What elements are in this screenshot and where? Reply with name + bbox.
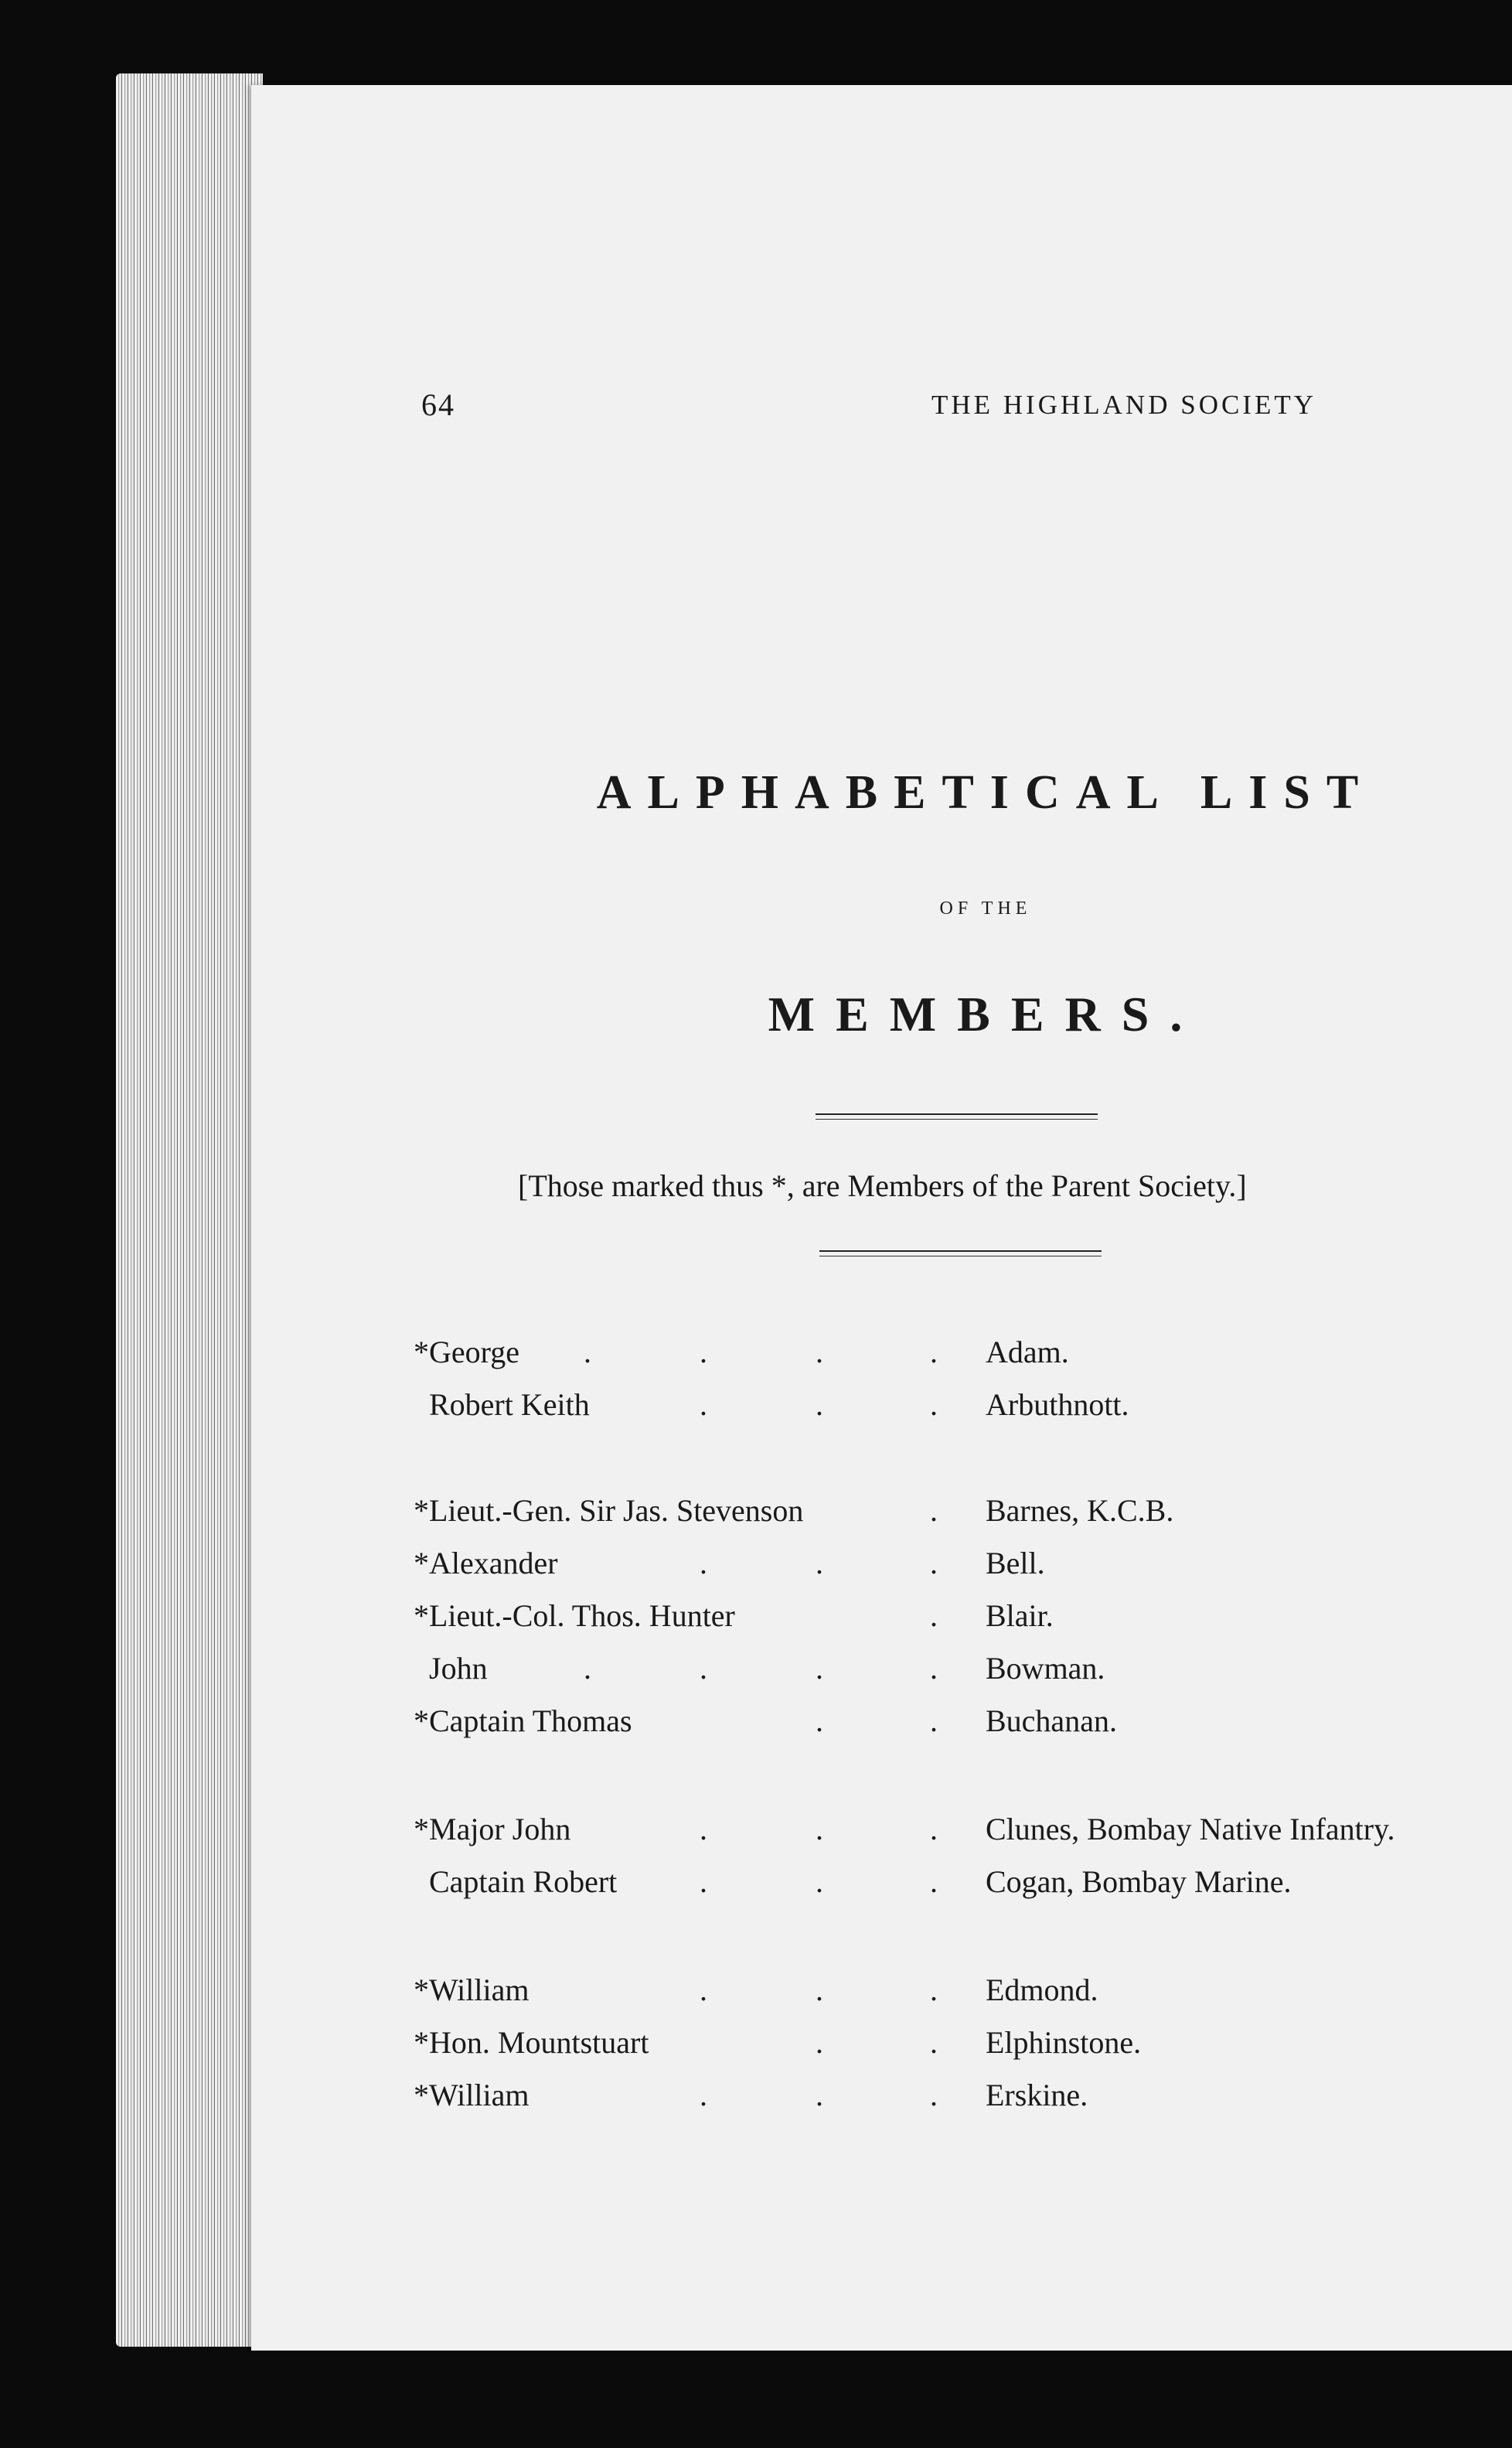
member-entry bbox=[414, 1545, 1496, 1591]
member-entry bbox=[414, 1650, 1496, 1696]
member-entry bbox=[414, 1334, 1496, 1380]
member-surname: Arbuthnott. bbox=[986, 1387, 1129, 1422]
member-surname: Elphinstone. bbox=[986, 2025, 1142, 2060]
member-entry bbox=[414, 1703, 1496, 1749]
member-entry bbox=[414, 1492, 1496, 1539]
member-given-name: *George bbox=[414, 1335, 519, 1369]
leader-dots: . . . bbox=[700, 1864, 938, 1899]
page-number: 64 bbox=[421, 387, 455, 422]
member-entry bbox=[414, 1597, 1496, 1644]
member-given-name: *Captain Thomas bbox=[414, 1703, 632, 1738]
book-page bbox=[251, 85, 1512, 2351]
leader-dots: . . bbox=[816, 1703, 938, 1738]
member-entry bbox=[414, 2024, 1496, 2071]
member-surname: Clunes, Bombay Native Infantry. bbox=[986, 1812, 1395, 1846]
member-given-name: *Alexander bbox=[414, 1546, 558, 1580]
leader-dots: . . . bbox=[700, 1972, 938, 2007]
member-given-name: *Lieut.-Gen. Sir Jas. Stevenson bbox=[414, 1493, 804, 1528]
member-given-name: John bbox=[429, 1651, 488, 1686]
member-surname: Barnes, K.C.B. bbox=[986, 1493, 1174, 1528]
member-surname: Bowman. bbox=[986, 1651, 1105, 1686]
member-entry bbox=[414, 1972, 1496, 2018]
member-entry bbox=[414, 1386, 1496, 1433]
page-edges bbox=[116, 73, 263, 2347]
leader-dots: . . . . bbox=[584, 1335, 938, 1369]
running-head bbox=[421, 387, 1326, 433]
divider-rule bbox=[816, 1113, 1098, 1120]
member-surname: Edmond. bbox=[986, 1972, 1098, 2007]
leader-dots: . . . . bbox=[584, 1651, 938, 1686]
member-entry bbox=[414, 1811, 1496, 1857]
leader-dots: . . bbox=[816, 2025, 938, 2060]
member-surname: Bell. bbox=[986, 1546, 1045, 1580]
leader-dots: . . . bbox=[700, 1546, 938, 1580]
membership-note: [Those marked thus *, are Members of the Parent Society.] bbox=[518, 1168, 1247, 1203]
list-title: ALPHABETICAL LIST bbox=[596, 766, 1375, 819]
member-surname: Cogan, Bombay Marine. bbox=[986, 1864, 1292, 1899]
running-head-title: THE HIGHLAND SOCIETY bbox=[931, 390, 1317, 420]
divider-rule bbox=[819, 1250, 1102, 1256]
member-given-name: *William bbox=[414, 2078, 530, 2112]
leader-dots: . bbox=[930, 1598, 938, 1633]
member-given-name: Captain Robert bbox=[429, 1864, 618, 1899]
leader-dots: . . . bbox=[700, 1387, 938, 1422]
member-list bbox=[414, 1334, 1496, 2153]
member-surname: Blair. bbox=[986, 1598, 1054, 1633]
member-given-name: Robert Keith bbox=[429, 1387, 590, 1422]
member-given-name: *William bbox=[414, 1972, 530, 2007]
leader-dots: . . . bbox=[700, 1812, 938, 1846]
member-given-name: *Lieut.-Col. Thos. Hunter bbox=[414, 1598, 735, 1633]
member-surname: Adam. bbox=[986, 1335, 1069, 1369]
member-entry bbox=[414, 1863, 1496, 1910]
member-given-name: *Hon. Mountstuart bbox=[414, 2025, 649, 2060]
members-title: MEMBERS. bbox=[768, 987, 1204, 1042]
member-entry bbox=[414, 2077, 1496, 2123]
leader-dots: . . . bbox=[700, 2078, 938, 2112]
member-surname: Erskine. bbox=[986, 2078, 1088, 2112]
member-surname: Buchanan. bbox=[986, 1703, 1117, 1738]
leader-dots: . bbox=[930, 1493, 938, 1528]
list-title-connector: OF THE bbox=[939, 898, 1032, 919]
member-given-name: *Major John bbox=[414, 1812, 571, 1846]
